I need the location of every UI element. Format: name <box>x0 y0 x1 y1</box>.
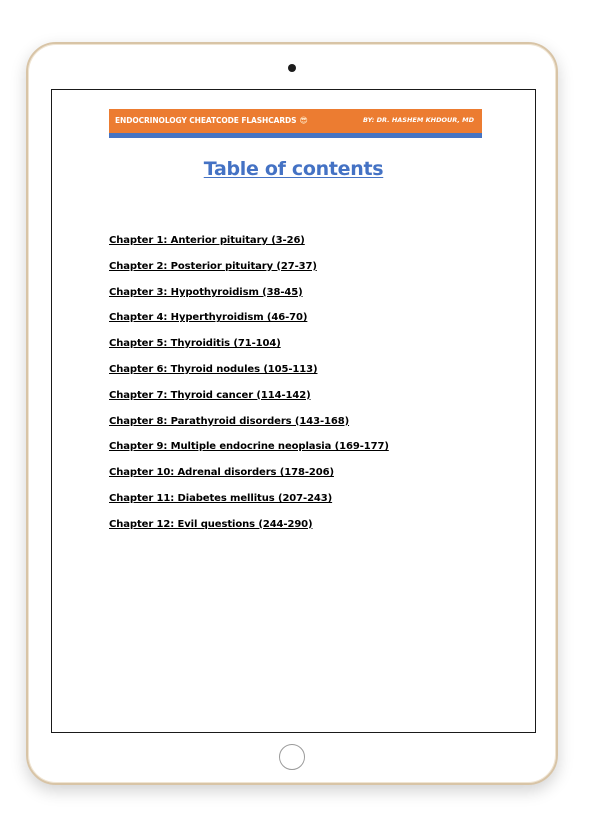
document-header-banner <box>109 109 482 138</box>
chapter-link-1[interactable]: Chapter 1: Anterior pituitary (3-26) <box>109 235 305 246</box>
toc-title: Table of contents <box>203 158 384 180</box>
camera-dot <box>288 64 296 72</box>
chapter-link-9[interactable]: Chapter 9: Multiple endocrine neoplasia (169-177) <box>109 441 389 453</box>
chapter-link-2[interactable]: Chapter 2: Posterior pituitary (27-37) <box>109 260 317 272</box>
chapter-link-11[interactable]: Chapter 11: Diabetes mellitus (207-243) <box>109 492 333 504</box>
header-title-text: ENDOCRINOLOGY CHEATCODE FLASHCARDS <box>115 116 297 125</box>
header-blue-stripe <box>109 133 482 138</box>
chapter-link-7[interactable]: Chapter 7: Thyroid cancer (114-142) <box>109 389 311 401</box>
chapter-link-12[interactable]: Chapter 12: Evil questions (244-290) <box>109 518 313 530</box>
header-title <box>115 116 308 125</box>
chapter-link-6[interactable]: Chapter 6: Thyroid nodules (105-113) <box>109 363 318 375</box>
chapter-link-4[interactable]: Chapter 4: Hyperthyroidism (46-70) <box>109 312 308 324</box>
chapter-link-3[interactable]: Chapter 3: Hypothyroidism (38-45) <box>109 286 303 298</box>
chapter-link-10[interactable]: Chapter 10: Adrenal disorders (178-206) <box>109 467 334 479</box>
chapter-link-8[interactable]: Chapter 8: Parathyroid disorders (143-168) <box>109 415 350 427</box>
document-page <box>51 89 536 733</box>
header-author: BY: DR. HASHEM KHDOUR, MD <box>362 116 474 124</box>
sunglasses-emoji-icon: 😎 <box>299 116 308 125</box>
home-button[interactable] <box>279 744 305 770</box>
chapter-link-5[interactable]: Chapter 5: Thyroiditis (71-104) <box>109 338 281 350</box>
chapter-list <box>109 234 389 544</box>
